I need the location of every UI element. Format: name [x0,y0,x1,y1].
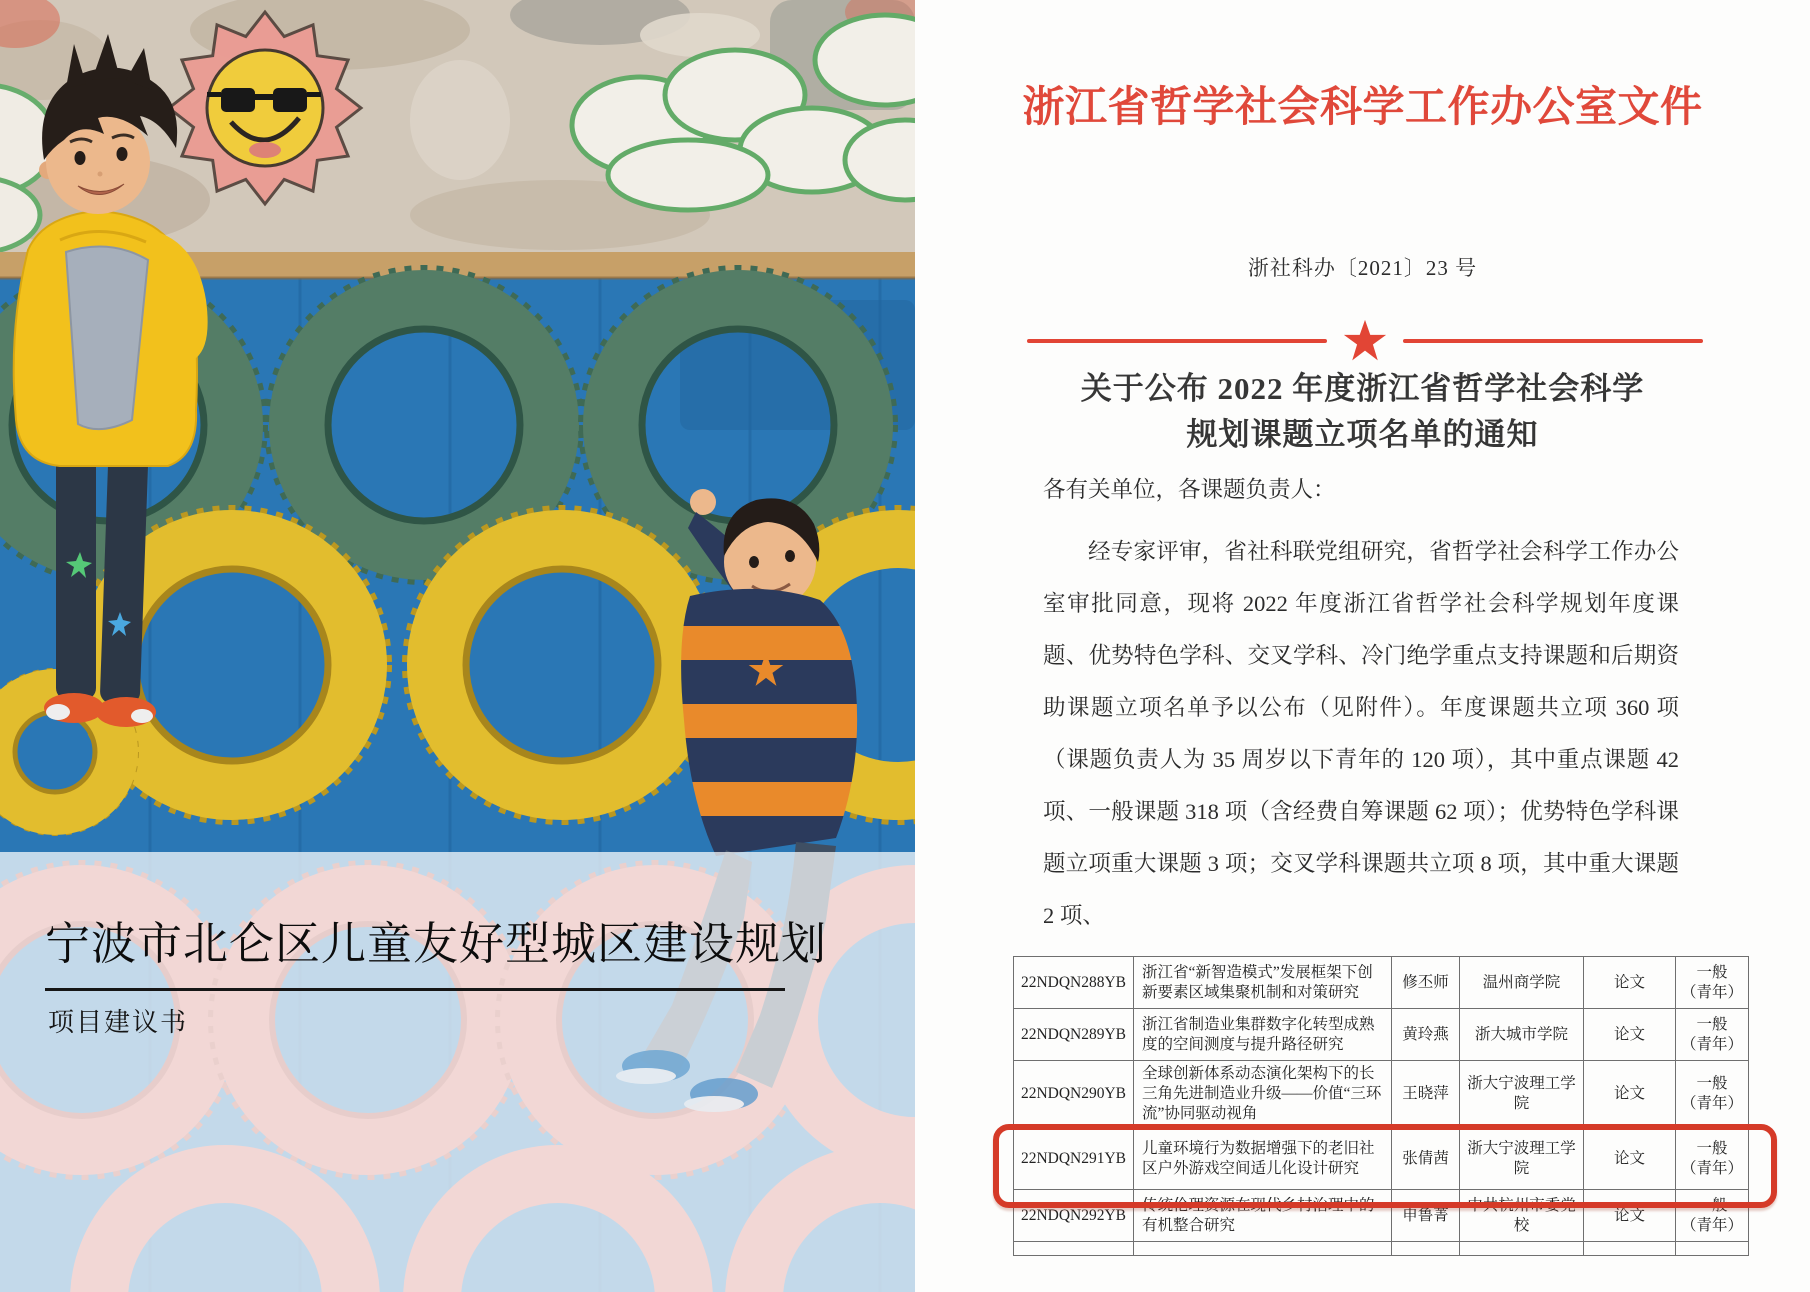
project-title: 浙江省制造业集群数字化转型成熟度的空间测度与提升路径研究 [1134,1009,1392,1061]
project-form: 论文 [1584,957,1676,1009]
project-institution: 浙大宁波理工学院 [1460,1061,1584,1128]
project-id: 22NDQN290YB [1014,1061,1134,1128]
project-institution: 中共杭州市委党校 [1460,1190,1584,1242]
table-row-partial [1014,1242,1749,1256]
project-title: 浙江省“新智造模式”发展框架下创新要素区域集聚机制和对策研究 [1134,957,1392,1009]
document-title-line1: 关于公布 2022 年度浙江省哲学社会科学 [1080,371,1645,406]
project-institution: 浙大宁波理工学院 [1460,1128,1584,1190]
project-id: 22NDQN289YB [1014,1009,1134,1061]
divider-line-left [1027,339,1327,343]
project-form: 论文 [1584,1009,1676,1061]
project-category: 一般 （青年） [1676,957,1749,1009]
project-id: 22NDQN292YB [1014,1190,1134,1242]
document-title [915,366,1810,458]
salutation: 各有关单位，各课题负责人： [1043,477,1336,502]
document-header: 浙江省哲学社会科学工作办公室文件 [1022,85,1703,131]
body-paragraph: 经专家评审，省社科联党组研究，省哲学社会科学工作办公室审批同意，现将 2022 年度浙江省哲学社会科学规划年度课题、优势特色学科、交叉学科、冷门绝学重点支持课题和后期资助课题立项名单予以公布（见附件）。年度课题共立项 360 项（课题负责人为 35 周岁以下青年的 120 项），其中重点课题 42 项、一般课题 318 项（含经费自筹课题 62 项）；优势特色学科课题立项重大课题 3 项；交叉学科课题共立项 8 项，其中重大课题 2 项、 [1043,539,1679,928]
cover-title: 宁波市北仑区儿童友好型城区建设规划 [45,918,828,969]
document-number: 浙社科办〔2021〕23 号 [1247,256,1478,280]
project-leader: 申鲁菁 [1392,1190,1460,1242]
document-title-line2: 规划课题立项名单的通知 [1186,417,1539,452]
cover-subtitle: 项目建议书 [48,1007,189,1037]
project-title: 儿童环境行为数据增强下的老旧社区户外游戏空间适儿化设计研究 [1134,1128,1392,1190]
project-form: 论文 [1584,1061,1676,1128]
project-leader: 修丕师 [1392,957,1460,1009]
star-icon [1343,319,1387,363]
highlight-box [993,1124,1777,1208]
table-row [1014,957,1749,1009]
project-form: 论文 [1584,1190,1676,1242]
title-underline [45,988,785,991]
project-leader: 张倩茜 [1392,1128,1460,1190]
project-form: 论文 [1584,1128,1676,1190]
project-category: 一般 （青年） [1676,1009,1749,1061]
table-row [1014,1061,1749,1128]
project-category: 一般 （青年） [1676,1128,1749,1190]
red-divider [1027,318,1703,364]
project-category: 一般 （青年） [1676,1190,1749,1242]
table-row [1014,1009,1749,1061]
project-institution: 浙大城市学院 [1460,1009,1584,1061]
project-institution: 温州商学院 [1460,957,1584,1009]
project-table [1013,956,1753,1260]
project-title: 全球创新体系动态演化架构下的长三角先进制造业升级——价值“三环流”协同驱动视角 [1134,1061,1392,1128]
divider-line-right [1403,339,1703,343]
project-leader: 王晓萍 [1392,1061,1460,1128]
project-category: 一般 （青年） [1676,1061,1749,1128]
project-id: 22NDQN288YB [1014,957,1134,1009]
project-id: 22NDQN291YB [1014,1128,1134,1190]
project-leader: 黄玲燕 [1392,1009,1460,1061]
project-title: 传统伦理资源在现代乡村治理中的有机整合研究 [1134,1190,1392,1242]
document-page [915,0,1810,1292]
